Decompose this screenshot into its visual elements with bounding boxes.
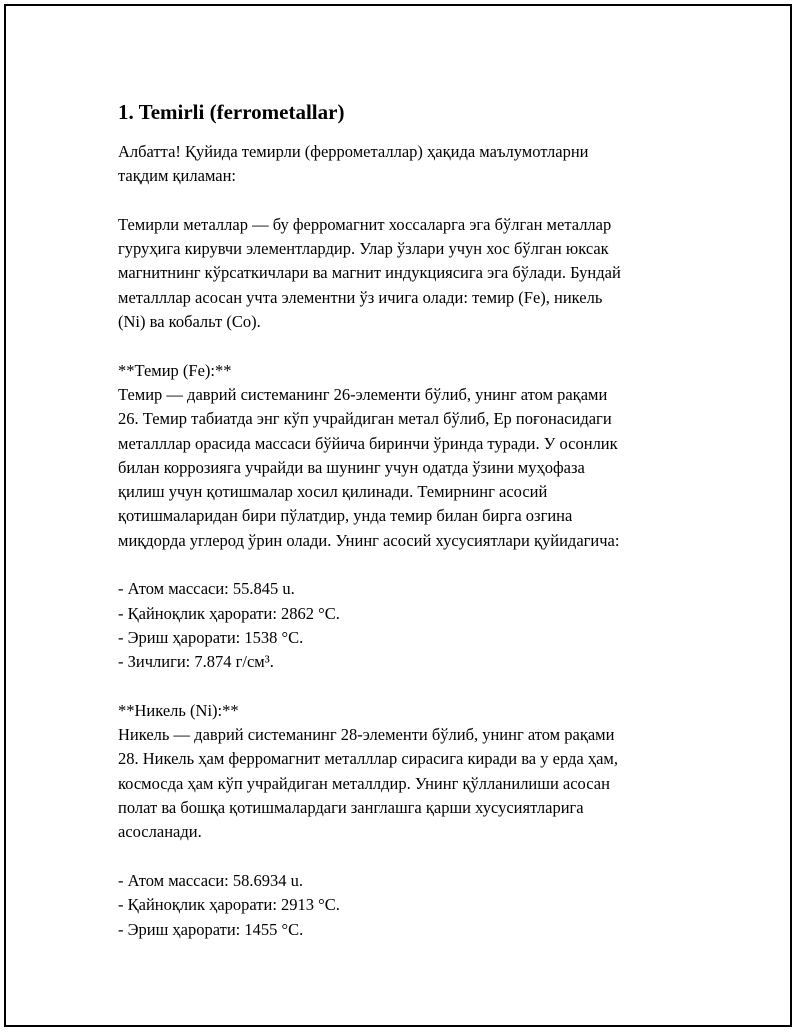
document-content — [118, 98, 718, 942]
document-body: Албатта! Қуйида темирли (феррометаллар) ҳақида маълумотларни тақдим қиламан: Темирли металлар — бу ферромагнит хоссаларга эга бўлган металлар гуруҳига кирувчи элементлардир. Улар ўзлари учун хос бўлган юксак магнитнинг кўрсаткичлари ва магнит индукциясига эга бўлади. Бундай металллар асосан учта элементни ўз ичига олади: темир (Fe), никель (Ni) ва кобальт (Co). **Темир (Fe):** Темир — даврий системанинг 26-элементи бўлиб, унинг атом рақами 26. Темир табиатда энг кўп учрайдиган метал бўлиб, Ер поғонасидаги металллар орасида массаси бўйича биринчи ўринда туради. У осонлик билан коррозияга учрайди ва шунинг учун одатда ўзини муҳофаза қилиш учун қотишмалар хосил қилинади. Темирнинг асосий қотишмаларидан бири пўлатдир, унда темир билан бирга озгина миқдорда углерод ўрин олади. Унинг асосий хусусиятлари қуйидагича: - Атом массаси: 55.845 u. - Қайноқлик ҳарорати: 2862 °C. - Эриш ҳарорати: 1538 °C. - Зичлиги: 7.874 г/см³. **Никель (Ni):** Никель — даврий системанинг 28-элементи бўлиб, унинг атом рақами 28. Никель ҳам ферромагнит металллар сирасига киради ва у ерда ҳам, космосда ҳам кўп учрайдиган металлдир. Унинг қўлланилиши асосан полат ва бошқа қотишмалардаги занглашга қарши хусусиятларига асосланади. - Атом массаси: 58.6934 u. - Қайноқлик ҳарорати: 2913 °C. - Эриш ҳарорати: 1455 °C. — [118, 142, 621, 939]
document-heading: 1. Temirli (ferrometallar) — [118, 100, 345, 124]
page-frame — [4, 4, 792, 1027]
